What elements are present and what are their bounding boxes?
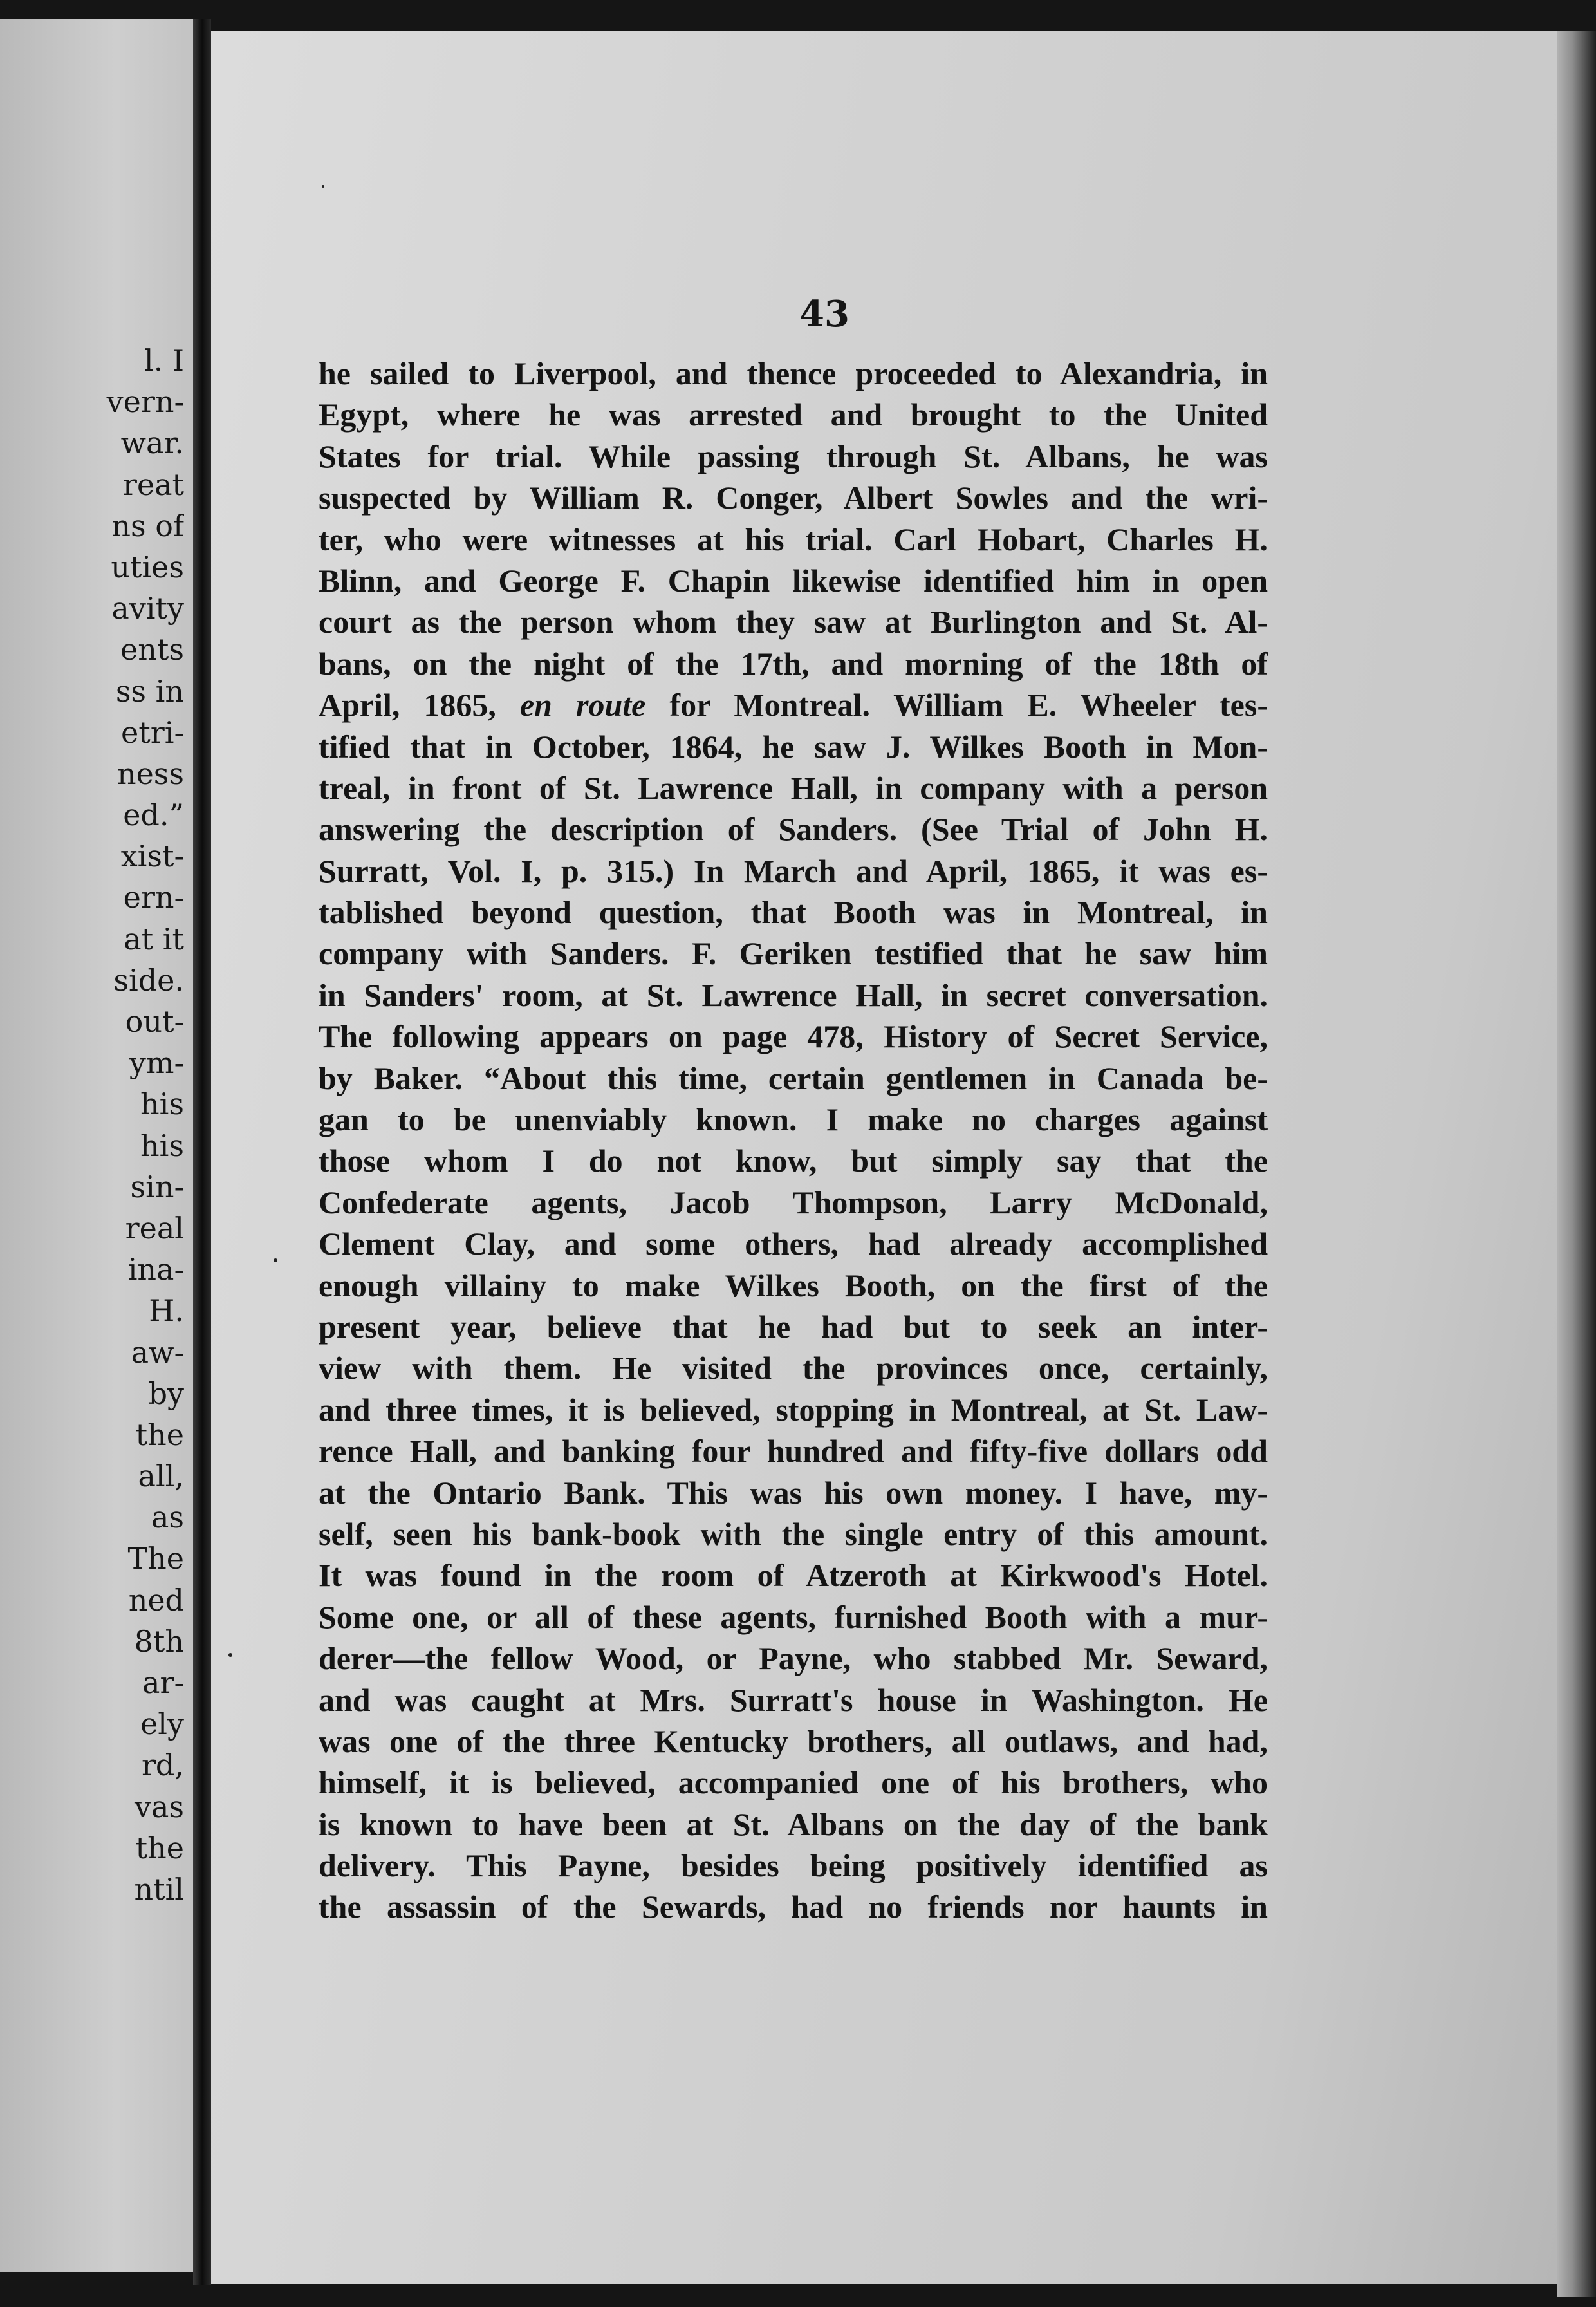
- text-line: Surratt, Vol. I, p. 315.) In March and April, 1865, it was es-: [319, 852, 1268, 889]
- text-line: It was found in the room of Atzeroth at Kirkwood's Hotel.: [319, 1557, 1268, 1594]
- facing-page-fragment: rd,: [141, 1748, 184, 1783]
- text-line: at the Ontario Bank. This was his own money. I have, my-: [319, 1474, 1268, 1511]
- facing-page-fragment: side.: [113, 962, 184, 998]
- facing-page-fragment: reat: [122, 467, 184, 502]
- facing-page-fragment: xist-: [120, 839, 184, 874]
- facing-page-fragment: out-: [125, 1004, 184, 1039]
- facing-page-fragment: his: [140, 1087, 184, 1122]
- text-line: self, seen his bank-book with the single entry of this amount.: [319, 1515, 1268, 1552]
- text-line: company with Sanders. F. Geriken testified that he saw him: [319, 935, 1268, 972]
- facing-page-fragment: sin-: [130, 1169, 184, 1204]
- text-line: States for trial. While passing through St. Albans, he was: [319, 438, 1268, 474]
- text-line: tablished beyond question, that Booth was in Montreal, in: [319, 894, 1268, 931]
- text-line: and was caught at Mrs. Surratt's house in Washington. He: [319, 1681, 1268, 1718]
- facing-page-fragment: real: [125, 1210, 184, 1246]
- book-gutter: [193, 19, 211, 2285]
- text-line: he sailed to Liverpool, and thence proceeded to Alexandria, in: [319, 355, 1268, 391]
- facing-page-fragment: at it: [124, 921, 184, 957]
- text-line: in Sanders' room, at St. Lawrence Hall, in secret conversation.: [319, 976, 1268, 1013]
- text-line: the assassin of the Sewards, had no friends nor haunts in: [319, 1889, 1268, 1925]
- facing-page-fragment: aw-: [131, 1334, 184, 1370]
- facing-page-fragment: etri-: [121, 715, 184, 750]
- facing-page-fragment: H.: [149, 1293, 184, 1329]
- facing-page-fragment: the: [135, 1830, 184, 1865]
- text-line: treal, in front of St. Lawrence Hall, in company with a person: [319, 769, 1268, 806]
- facing-page-fragment: ar-: [142, 1665, 184, 1700]
- facing-page-fragment: ntil: [134, 1871, 184, 1907]
- facing-page-fragment: as: [151, 1500, 184, 1535]
- facing-page-fragment: ness: [116, 756, 184, 791]
- text-line: enough villainy to make Wilkes Booth, on the first of the: [319, 1267, 1268, 1303]
- text-line: The following appears on page 478, History of Secret Service,: [319, 1018, 1268, 1055]
- text-line: Clement Clay, and some others, had already accomplished: [319, 1226, 1268, 1262]
- facing-page-fragment: vern-: [106, 384, 184, 420]
- ink-speck: [274, 1258, 277, 1262]
- facing-page-fragment: by: [148, 1376, 184, 1411]
- text-line: present year, believe that he had but to seek an inter-: [319, 1308, 1268, 1345]
- page-number: 43: [799, 293, 849, 335]
- facing-page-fragment: ina-: [127, 1252, 184, 1287]
- facing-page-fragment: ely: [140, 1706, 184, 1742]
- text-line: court as the person whom they saw at Burlington and St. Al-: [319, 604, 1268, 640]
- text-line: himself, it is believed, accompanied one of his brothers, who: [319, 1764, 1268, 1801]
- facing-page-fragment: l. I: [144, 343, 184, 378]
- text-line: is known to have been at St. Albans on the day of the bank: [319, 1806, 1268, 1842]
- text-line: gan to be unenviably known. I make no charges against: [319, 1101, 1268, 1138]
- text-line: tified that in October, 1864, he saw J. Wilkes Booth in Mon-: [319, 728, 1268, 765]
- facing-page-fragment: avity: [111, 591, 184, 626]
- page-edge: [1557, 31, 1596, 2297]
- text-line: and three times, it is believed, stopping in Montreal, at St. Law-: [319, 1391, 1268, 1428]
- text-line: by Baker. “About this time, certain gentlemen in Canada be-: [319, 1060, 1268, 1096]
- facing-page-fragment: ym-: [129, 1045, 184, 1081]
- text-line: answering the description of Sanders. (See Trial of John H.: [319, 811, 1268, 848]
- facing-page-fragment: ern-: [123, 880, 184, 915]
- text-line: ter, who were witnesses at his trial. Carl Hobart, Charles H.: [319, 521, 1268, 557]
- italic-phrase: en route: [519, 687, 646, 724]
- text-line: rence Hall, and banking four hundred and fifty-five dollars odd: [319, 1433, 1268, 1470]
- facing-page-fragment: his: [140, 1128, 184, 1163]
- facing-page-fragment: The: [127, 1541, 184, 1576]
- text-line: derer—the fellow Wood, or Payne, who stabbed Mr. Seward,: [319, 1640, 1268, 1677]
- facing-page-fragment: war.: [120, 425, 184, 461]
- page-body-text: [319, 353, 1268, 1928]
- text-line: Confederate agents, Jacob Thompson, Larry McDonald,: [319, 1184, 1268, 1220]
- text-line: April, 1865, en route for Montreal. William E. Wheeler tes-: [319, 687, 1268, 724]
- text-line: Some one, or all of these agents, furnished Booth with a mur-: [319, 1598, 1268, 1635]
- facing-page: [0, 19, 193, 2272]
- ink-speck: [322, 185, 324, 188]
- facing-page-fragment: ents: [120, 632, 184, 668]
- ink-speck: [228, 1653, 232, 1657]
- facing-page-fragment: uties: [111, 549, 184, 584]
- facing-page-fragment: ned: [128, 1582, 184, 1618]
- facing-page-fragment: vas: [134, 1789, 184, 1824]
- facing-page-fragment: ns of: [111, 508, 184, 543]
- text-line: suspected by William R. Conger, Albert Sowles and the wri-: [319, 480, 1268, 516]
- text-line: bans, on the night of the 17th, and morning of the 18th of: [319, 645, 1268, 682]
- facing-page-fragment: ed.”: [123, 798, 184, 833]
- text-line: those whom I do not know, but simply say that the: [319, 1143, 1268, 1179]
- facing-page-fragment: ss in: [115, 673, 184, 709]
- text-line: was one of the three Kentucky brothers, all outlaws, and had,: [319, 1723, 1268, 1759]
- facing-page-fragment: 8th: [134, 1623, 184, 1659]
- text-line: Blinn, and George F. Chapin likewise identified him in open: [319, 562, 1268, 599]
- facing-page-text-fragments: [55, 340, 184, 1910]
- facing-page-fragment: the: [135, 1417, 184, 1452]
- text-line: delivery. This Payne, besides being positively identified as: [319, 1847, 1268, 1884]
- facing-page-fragment: all,: [138, 1459, 184, 1494]
- text-line: Egypt, where he was arrested and brought to the United: [319, 397, 1268, 433]
- text-line: view with them. He visited the provinces once, certainly,: [319, 1350, 1268, 1387]
